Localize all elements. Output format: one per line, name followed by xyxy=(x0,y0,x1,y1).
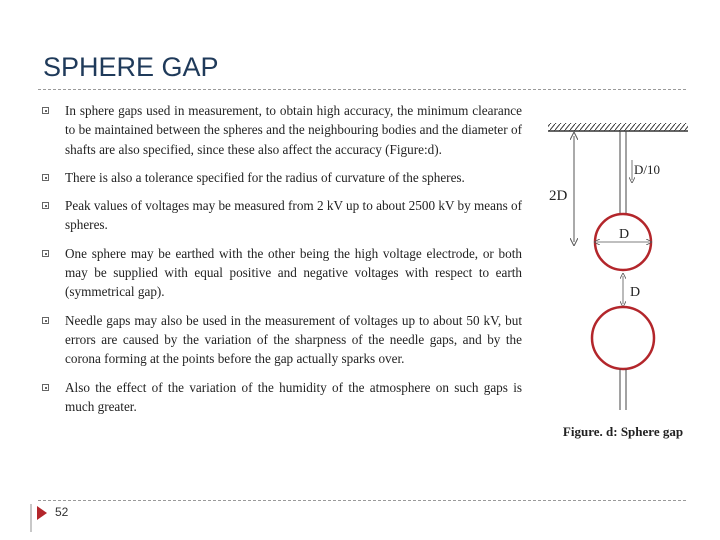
bullet-square-icon xyxy=(42,107,49,114)
bullet-item xyxy=(40,101,522,159)
bullet-item xyxy=(40,168,522,187)
bullet-square-icon xyxy=(42,317,49,324)
bullet-text: Peak values of voltages may be measured from 2 kV up to about 2500 kV by means of spheres. xyxy=(65,198,522,233)
footer-arrow-icon xyxy=(37,506,47,520)
bullet-item xyxy=(40,244,522,302)
bullet-text: Also the effect of the variation of the humidity of the atmosphere on such gaps is much greater. xyxy=(65,379,522,414)
bullet-square-icon xyxy=(42,174,49,181)
sphere-gap-figure xyxy=(540,118,700,418)
bullet-square-icon xyxy=(42,250,49,257)
bullet-square-icon xyxy=(42,202,49,209)
bullet-text: One sphere may be earthed with the other being the high voltage electrode, or both may be supplied with equal positive and negative voltages with respect to earth (symmetrical gap). xyxy=(65,245,522,300)
label-2d: 2D xyxy=(549,188,568,204)
bullet-list xyxy=(40,101,522,425)
bullet-square-icon xyxy=(42,384,49,391)
page-number: 52 xyxy=(55,505,69,519)
figure-caption: Figure. d: Sphere gap xyxy=(562,424,684,439)
bullet-item xyxy=(40,378,522,417)
title-divider xyxy=(38,89,686,90)
footer-divider xyxy=(38,500,686,501)
slide-title: SPHERE GAP xyxy=(43,52,219,82)
label-d10: D/10 xyxy=(634,162,660,177)
label-d-gap: D xyxy=(630,285,641,300)
bullet-text: Needle gaps may also be used in the measurement of voltages up to about 50 kV, but errors are caused by the variation of the sharpness of the needle gaps, and by the corona forming at the points before the gap actually sparks over. xyxy=(65,312,522,367)
bullet-item xyxy=(40,311,522,369)
label-d-sphere: D xyxy=(619,227,630,242)
bullet-text: In sphere gaps used in measurement, to obtain high accuracy, the minimum clearance to be maintained between the spheres and the neighbouring bodies and the diameter of shafts are also specified, since these also affect the accuracy (Figure:d). xyxy=(65,103,522,157)
footer-bar xyxy=(30,504,32,532)
bullet-item xyxy=(40,196,522,235)
ground-hatch xyxy=(548,123,688,131)
lower-sphere xyxy=(592,307,654,369)
bullet-text: There is also a tolerance specified for the radius of curvature of the spheres. xyxy=(65,169,465,185)
